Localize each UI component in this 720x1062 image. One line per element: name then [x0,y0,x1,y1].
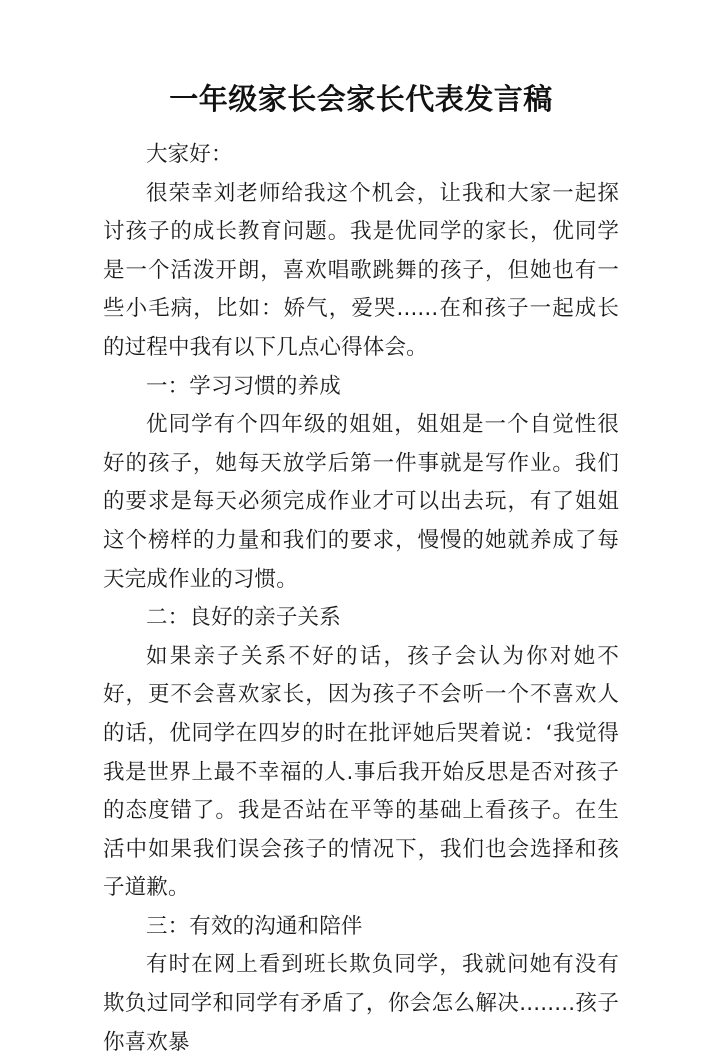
paragraph-introduction: 很荣幸刘老师给我这个机会，让我和大家一起探讨孩子的成长教育问题。我是优同学的家长，优同学是一个活泼开朗，喜欢唱歌跳舞的孩子，但她也有一些小毛病，比如：娇气，爱哭......在和孩子一起成长的过程中我有以下几点心得体会。 [103,180,619,360]
document-content [103,136,619,1062]
paragraph-salutation: 大家好： [146,142,233,167]
paragraph-section-two-body: 如果亲子关系不好的话，孩子会认为你对她不好，更不会喜欢家长，因为孩子不会听一个不喜欢人的话，优同学在四岁的时在批评她后哭着说：‘我觉得我是世界上最不幸福的人.事后我开始反思是否对孩子的态度错了。我是否站在平等的基础上看孩子。在生活中如果我们误会孩子的情况下，我们也会选择和孩子道歉。 [103,643,619,901]
paragraph-section-three-body: 有时在网上看到班长欺负同学，我就问她有没有欺负过同学和同学有矛盾了，你会怎么解决........孩子你喜欢暴 [103,952,619,1055]
paragraph-heading-two: 二：良好的亲子关系 [146,605,341,631]
document-text-column [103,0,619,1062]
paragraph-heading-three: 三：有效的沟通和陪伴 [146,913,363,939]
paragraph-section-one-body: 优同学有个四年级的姐姐，姐姐是一个自觉性很好的孩子，她每天放学后第一件事就是写作业。我们的要求是每天必须完成作业才可以出去玩，有了姐姐这个榜样的力量和我们的要求，慢慢的她就养成了每天完成作业的习惯。 [103,412,619,592]
document-title: 一年级家长会家长代表发言稿 [169,82,553,116]
paragraph-heading-one: 一：学习习惯的养成 [146,373,341,399]
